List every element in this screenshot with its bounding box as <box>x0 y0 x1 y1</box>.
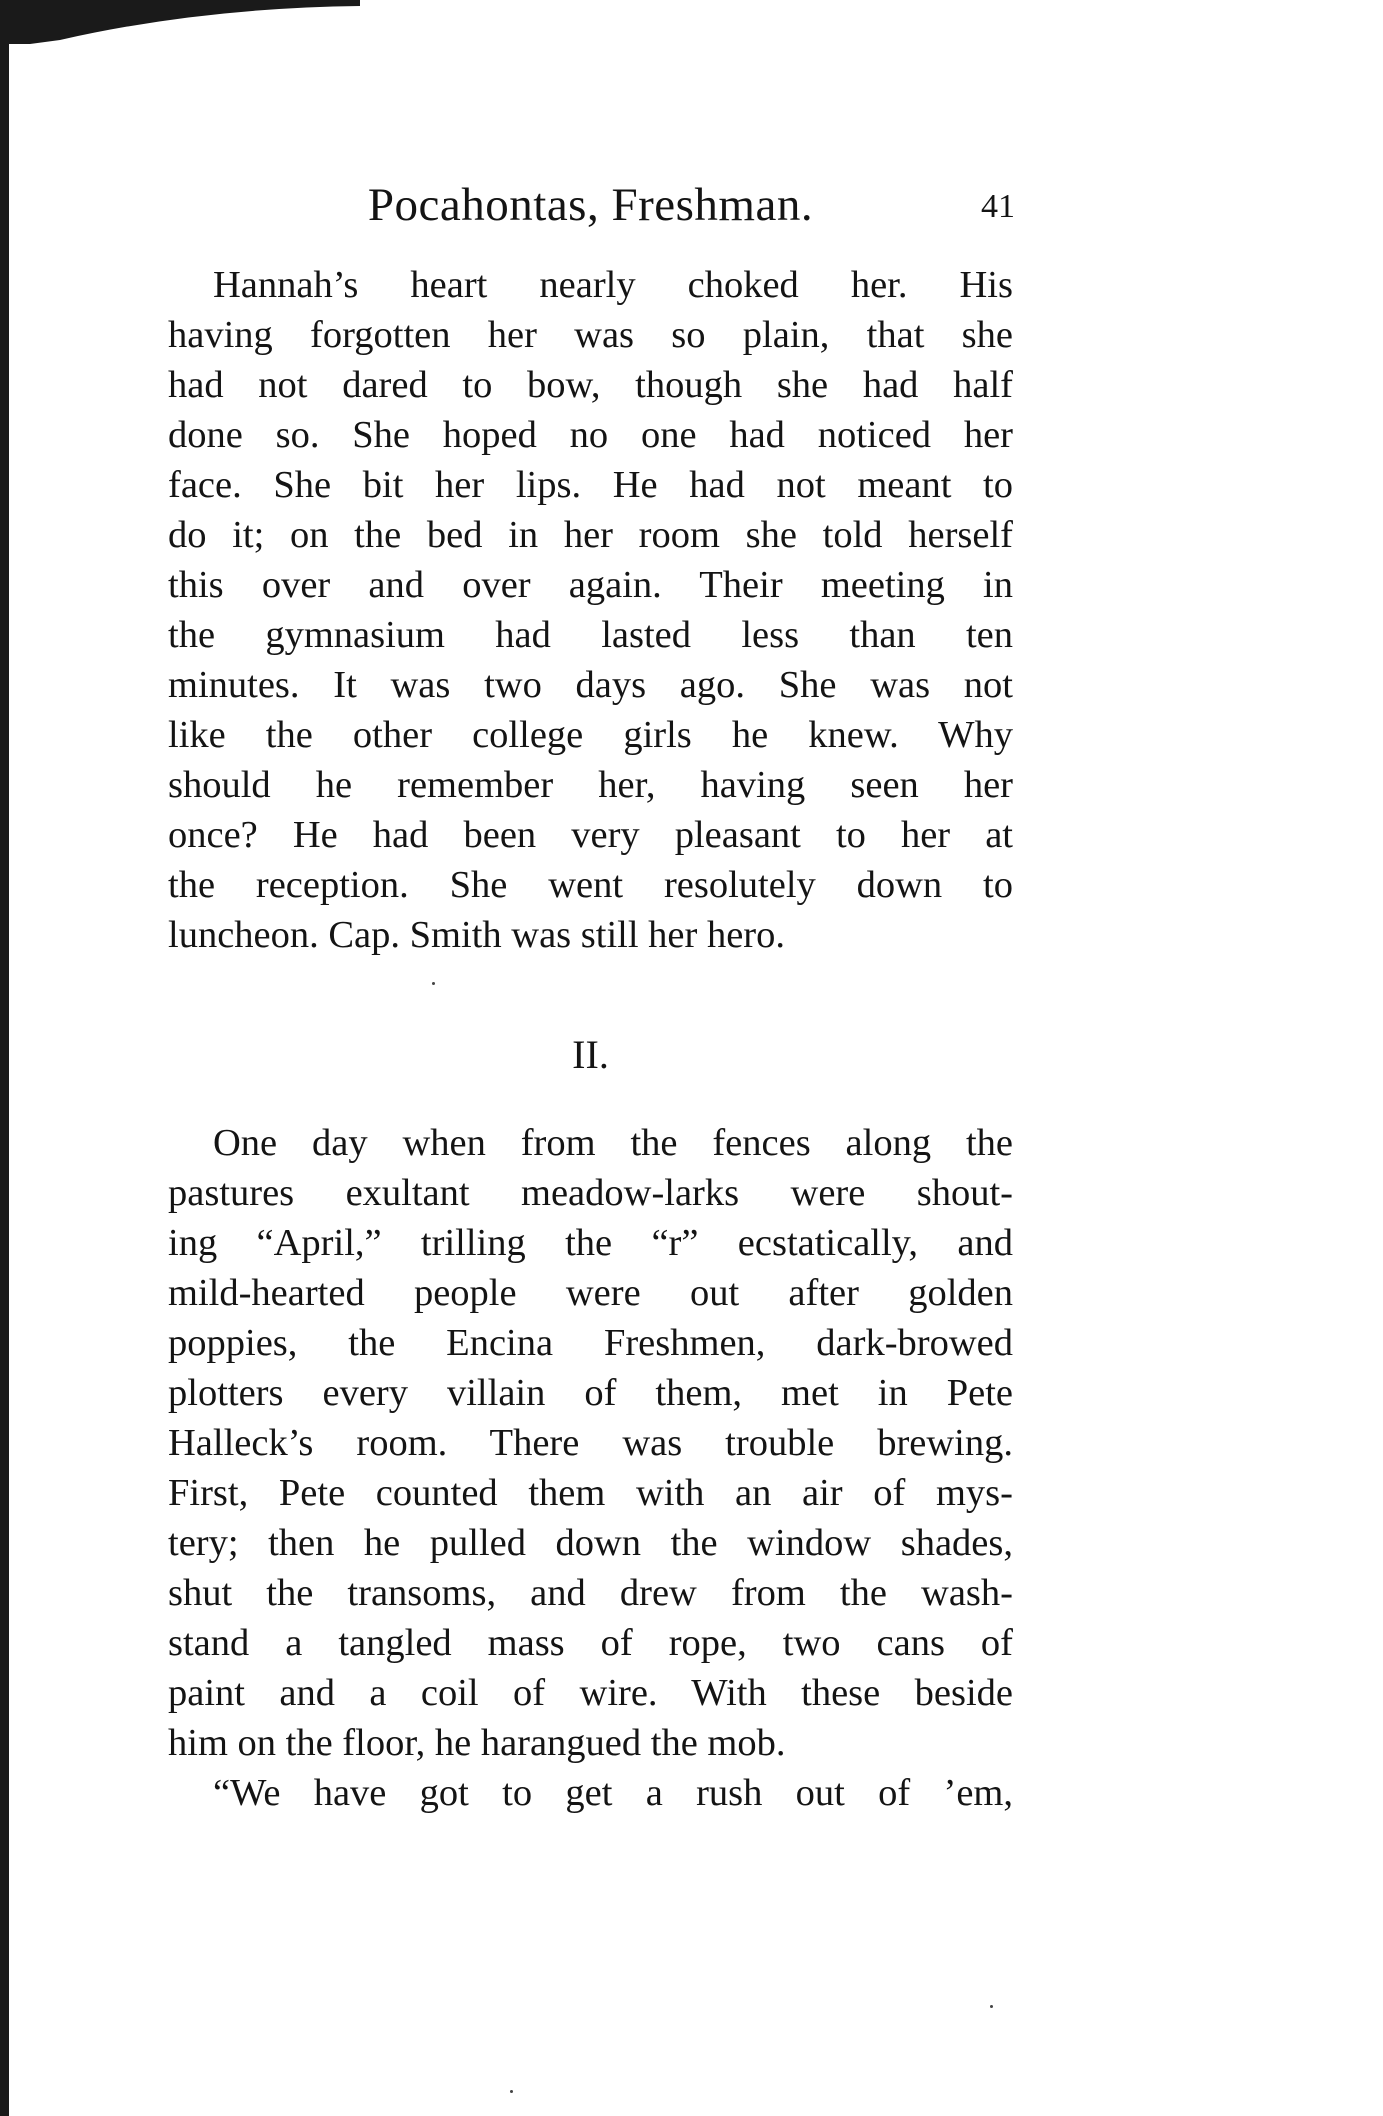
text-line: One day when from the fences along the <box>213 1122 1013 1164</box>
section-heading: II. <box>572 1032 609 1077</box>
print-speck <box>510 2090 513 2093</box>
paragraph-1 <box>168 260 1013 960</box>
running-header <box>168 178 1013 238</box>
text-line: should he remember her, having seen her <box>168 764 1013 806</box>
text-line: shut the transoms, and drew from the wash- <box>168 1572 1013 1614</box>
text-line: once? He had been very pleasant to her at <box>168 814 1013 856</box>
print-speck <box>990 2005 993 2008</box>
text-line: ing “April,” trilling the “r” ecstatically, and <box>168 1222 1013 1264</box>
text-line: luncheon. Cap. Smith was still her hero. <box>168 914 785 956</box>
text-line: like the other college girls he knew. Why <box>168 714 1013 756</box>
text-line: face. She bit her lips. He had not meant to <box>168 464 1013 506</box>
text-line: poppies, the Encina Freshmen, dark-browed <box>168 1322 1013 1364</box>
text-line: Hannah’s heart nearly choked her. His <box>213 264 1013 306</box>
text-line: mild-hearted people were out after golden <box>168 1272 1013 1314</box>
text-line: “We have got to get a rush out of ’em, <box>213 1772 1013 1814</box>
text-line: First, Pete counted them with an air of mys- <box>168 1472 1013 1514</box>
text-line: tery; then he pulled down the window shades, <box>168 1522 1013 1564</box>
paragraph-3 <box>168 1768 1013 1818</box>
corner-scan-mark <box>0 0 360 44</box>
text-line: pastures exultant meadow-larks were shout- <box>168 1172 1013 1214</box>
text-line: minutes. It was two days ago. She was not <box>168 664 1013 706</box>
text-line: do it; on the bed in her room she told herself <box>168 514 1013 556</box>
text-line: him on the floor, he harangued the mob. <box>168 1722 786 1764</box>
text-line: having forgotten her was so plain, that she <box>168 314 1013 356</box>
paragraph-2 <box>168 1118 1013 1768</box>
text-line: plotters every villain of them, met in Pete <box>168 1372 1013 1414</box>
text-line: had not dared to bow, though she had half <box>168 364 1013 406</box>
running-title: Pocahontas, Freshman. <box>367 179 814 231</box>
text-line: paint and a coil of wire. With these beside <box>168 1672 1013 1714</box>
text-line: stand a tangled mass of rope, two cans of <box>168 1622 1013 1664</box>
text-line: Halleck’s room. There was trouble brewing. <box>168 1422 1013 1464</box>
text-line: done so. She hoped no one had noticed her <box>168 414 1013 456</box>
page-number: 41 <box>981 188 1015 225</box>
binding-shadow <box>0 0 9 2116</box>
text-line: this over and over again. Their meeting in <box>168 564 1013 606</box>
text-line: the gymnasium had lasted less than ten <box>168 614 1013 656</box>
print-speck <box>432 982 435 985</box>
text-line: the reception. She went resolutely down to <box>168 864 1013 906</box>
